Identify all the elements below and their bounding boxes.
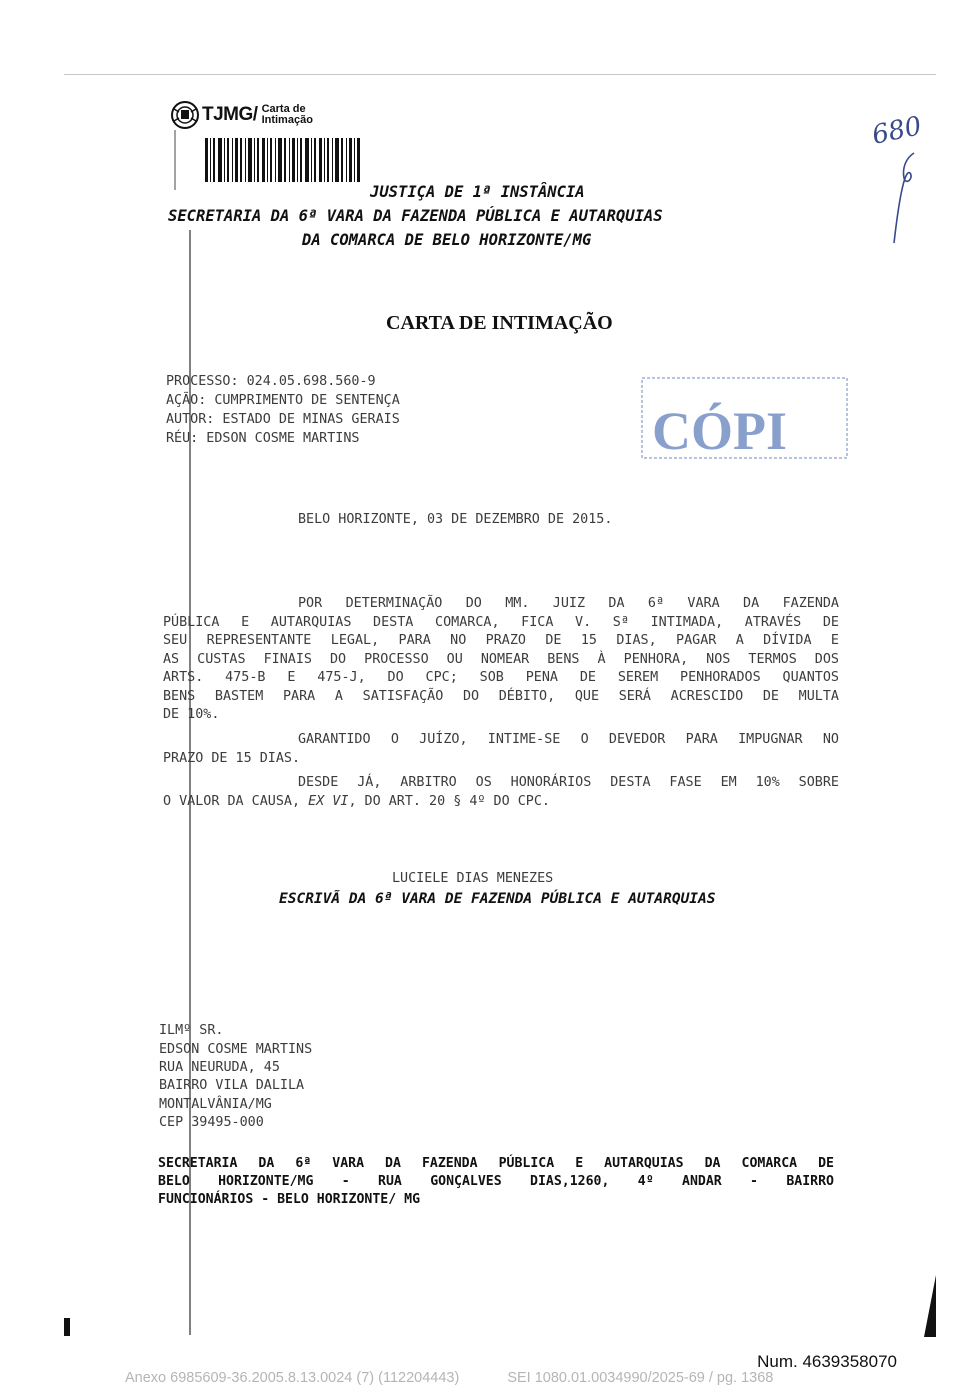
paragraph-line: DESDE JÁ, ARBITRO OS HONORÁRIOS DESTA FASE EM 10% SOBRE	[298, 775, 839, 790]
paragraph-line: BENS BASTEM PARA A SATISFAÇÃO DO DÉBITO, QUE SERÁ ACRESCIDO DE MULTA	[163, 688, 839, 704]
paragraph-line: GARANTIDO O JUÍZO, INTIME-SE O DEVEDOR PARA IMPUGNAR NO	[298, 732, 839, 747]
logo-caption-line1: Carta de	[261, 103, 306, 115]
paragraph-line	[163, 793, 839, 812]
scan-margin-mark	[174, 130, 176, 190]
paragraph-line: AS CUSTAS FINAIS DO PROCESSO OU NOMEAR BENS À PENHORA, NOS TERMOS DOS	[163, 651, 839, 667]
header-comarca: DA COMARCA DE BELO HORIZONTE/MG	[302, 231, 592, 249]
paragraph-line: SEU REPRESENTANTE LEGAL, PARA NO PRAZO DE 15 DIAS, PAGAR A DÍVIDA E	[163, 633, 839, 648]
copy-stamp	[640, 375, 850, 461]
paragraph-line: PÚBLICA E AUTARQUIAS DESTA COMARCA, FICA V. Sª INTIMADA, ATRAVÉS DE	[163, 614, 839, 630]
date-line: BELO HORIZONTE, 03 DE DEZEMBRO DE 2015.	[298, 512, 613, 527]
body-paragraph-3	[163, 774, 839, 811]
scan-edge-shadow-left	[64, 1318, 70, 1336]
body-paragraph-2	[163, 731, 839, 768]
stamp-text: CÓPI	[652, 401, 787, 461]
secretaria-address	[158, 1155, 834, 1209]
document-number: Num. 4639358070	[757, 1352, 897, 1371]
header-court-level: JUSTIÇA DE 1ª INSTÂNCIA	[370, 183, 585, 201]
paragraph-line: POR DETERMINAÇÃO DO MM. JUIZ DA 6ª VARA DA FAZENDA	[298, 596, 839, 611]
addressee-street: RUA NEURUDA, 45	[159, 1060, 280, 1075]
handwritten-initial-icon	[884, 148, 924, 248]
header-secretaria: SECRETARIA DA 6ª VARA DA FAZENDA PÚBLICA E AUTARQUIAS	[168, 207, 663, 225]
barcode-icon	[203, 138, 363, 182]
case-acao: AÇÃO: CUMPRIMENTO DE SENTENÇA	[166, 393, 400, 408]
annex-reference: Anexo 6985609-36.2005.8.13.0024 (7) (112204443)	[125, 1370, 460, 1386]
address-line: BELO HORIZONTE/MG - RUA GONÇALVES DIAS,1260, 4º ANDAR - BAIRRO	[158, 1174, 834, 1189]
logo-caption	[262, 104, 313, 126]
case-autor: AUTOR: ESTADO DE MINAS GERAIS	[166, 412, 400, 427]
paragraph-italic-text: EX VI	[308, 793, 349, 809]
body-paragraph-1	[163, 595, 839, 725]
tjmg-logo	[170, 100, 313, 130]
logo-brand: TJMG/	[202, 104, 258, 125]
address-line: SECRETARIA DA 6ª VARA DA FAZENDA PÚBLICA E AUTARQUIAS DA COMARCA DE	[158, 1156, 834, 1171]
addressee-name: EDSON COSME MARTINS	[159, 1042, 313, 1057]
paragraph-text: , DO ART. 20 § 4º DO CPC.	[348, 793, 550, 809]
document-title: CARTA DE INTIMAÇÃO	[386, 312, 613, 334]
case-processo: PROCESSO: 024.05.698.560-9	[166, 374, 376, 389]
coat-of-arms-icon	[170, 100, 200, 130]
paragraph-line: PRAZO DE 15 DIAS.	[163, 750, 301, 766]
paragraph-line: DE 10%.	[163, 707, 220, 722]
paragraph-line: ARTS. 475-B E 475-J, DO CPC; SOB PENA DE SEREM PENHORADOS QUANTOS	[163, 670, 839, 685]
signer-role: ESCRIVÃ DA 6ª VARA DE FAZENDA PÚBLICA E AUTARQUIAS	[279, 891, 716, 907]
addressee-cep: CEP 39495-000	[159, 1115, 264, 1130]
address-line: FUNCIONÁRIOS - BELO HORIZONTE/ MG	[158, 1192, 421, 1207]
case-reu: RÉU: EDSON COSME MARTINS	[166, 431, 360, 446]
logo-caption-line2: Intimação	[261, 114, 313, 126]
paragraph-text: O VALOR DA CAUSA,	[163, 793, 309, 809]
sei-reference: SEI 1080.01.0034990/2025-69 / pg. 1368	[507, 1370, 774, 1386]
addressee-salutation: ILMº SR.	[159, 1023, 224, 1038]
addressee-city: MONTALVÂNIA/MG	[159, 1097, 272, 1112]
signer-name: LUCIELE DIAS MENEZES	[392, 871, 554, 886]
annex-footer	[125, 1370, 773, 1386]
addressee-district: BAIRRO VILA DALILA	[159, 1078, 305, 1093]
handwritten-page-number: 680	[869, 111, 925, 151]
